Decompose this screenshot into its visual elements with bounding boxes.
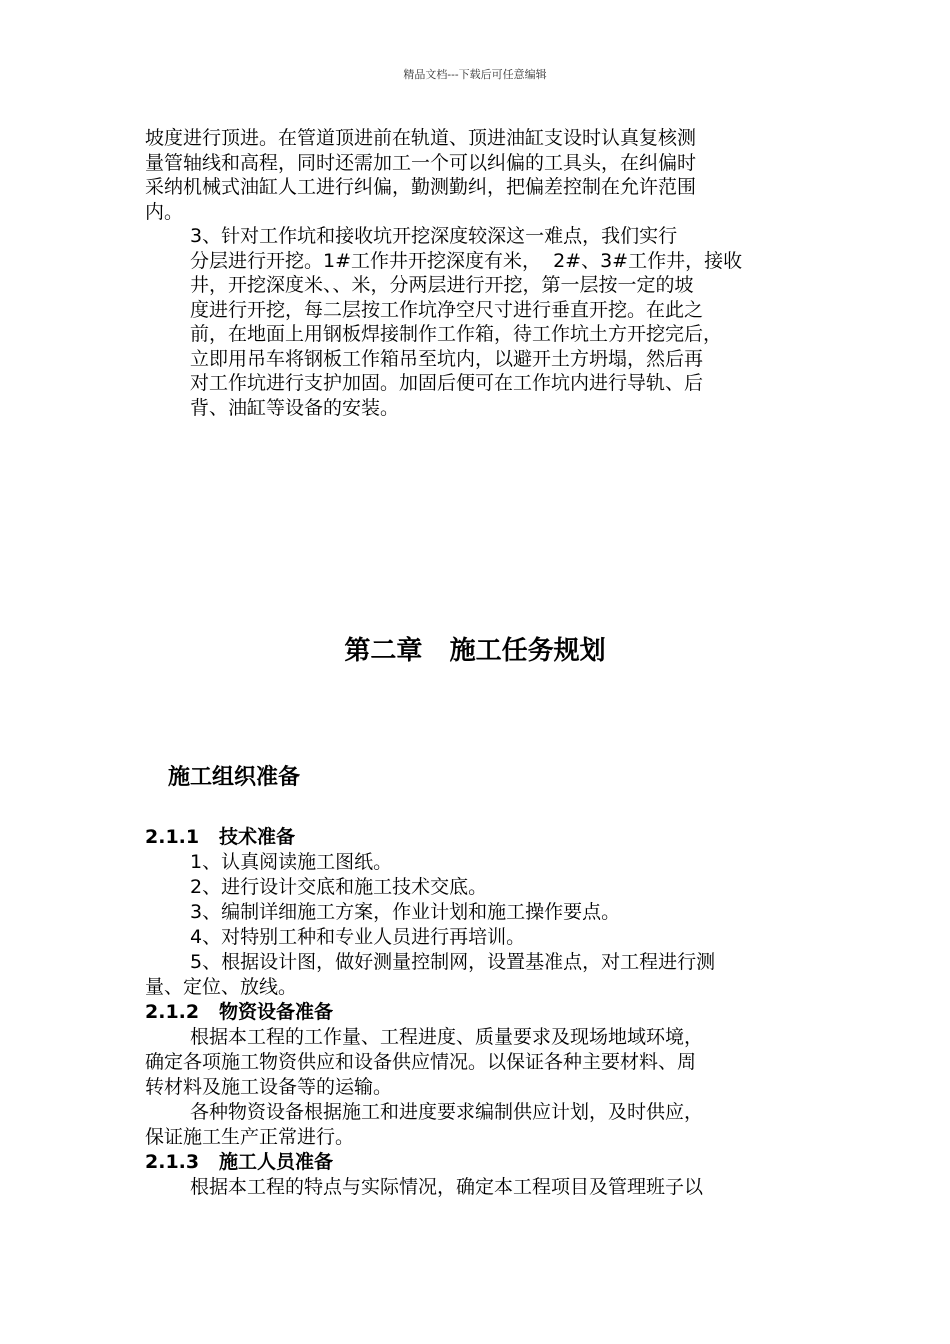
materials-line-1: 根据本工程的工作量、工程进度、质量要求及现场地域环境， bbox=[190, 1026, 704, 1048]
intro-paragraph: 坡度进行顶进。在管道顶进前在轨道、顶进油缸支设时认真复核测 量管轴线和高程，同时还需加工一个可以纠偏的工具头，在纠偏时 采纳机械式油缸人工进行纠偏，勤测勤纠，把偏差控制在允许范围 内。 bbox=[145, 127, 697, 223]
tech-item-1: 1、认真阅读施工图纸。 bbox=[190, 851, 393, 873]
chapter-title: 第二章 施工任务规划 bbox=[344, 636, 606, 666]
materials-line-5: 保证施工生产正常进行。 bbox=[145, 1126, 355, 1148]
point-3-paragraph: 3、针对工作坑和接收坑开挖深度较深这一难点，我们实行 分层进行开挖。1#工作井开挖深度有米， 2#、3#工作井，接收 井，开挖深度米、、米，分两层进行开挖，第一层按一定的坡 度进行开挖，每二层按工作坑净空尺寸进行垂直开挖。在此之 前，在地面上用钢板焊接制作工作箱，待工作坑土方开挖完后， 立即用吊车将钢板工作箱吊至坑内，以避开土方坍塌，然后再 对工作坑进行支护加固。加固后便可在工作坑内进行导轨、后 背、油缸等设备的安装。 bbox=[190, 225, 743, 419]
materials-line-4: 各种物资设备根据施工和进度要求编制供应计划，及时供应， bbox=[190, 1101, 704, 1123]
subsection-heading-personnel: 2.1.3 施工人员准备 bbox=[145, 1151, 333, 1173]
page-header: 精品文档---下载后可任意编辑 bbox=[403, 68, 547, 81]
tech-item-5-continued: 量、定位、放线。 bbox=[145, 976, 298, 998]
section-title: 施工组织准备 bbox=[168, 765, 301, 790]
tech-item-2: 2、进行设计交底和施工技术交底。 bbox=[190, 876, 488, 898]
materials-line-3: 转材料及施工设备等的运输。 bbox=[145, 1076, 393, 1098]
tech-item-5: 5、根据设计图，做好测量控制网，设置基准点，对工程进行测 bbox=[190, 951, 716, 973]
materials-line-2: 确定各项施工物资供应和设备供应情况。以保证各种主要材料、周 bbox=[145, 1051, 697, 1073]
subsection-heading-materials: 2.1.2 物资设备准备 bbox=[145, 1001, 333, 1023]
tech-item-4: 4、对特别工种和专业人员进行再培训。 bbox=[190, 926, 526, 948]
personnel-line-1: 根据本工程的特点与实际情况，确定本工程项目及管理班子以 bbox=[190, 1176, 704, 1198]
tech-item-3: 3、编制详细施工方案，作业计划和施工操作要点。 bbox=[190, 901, 621, 923]
subsection-heading-technical: 2.1.1 技术准备 bbox=[145, 826, 295, 848]
